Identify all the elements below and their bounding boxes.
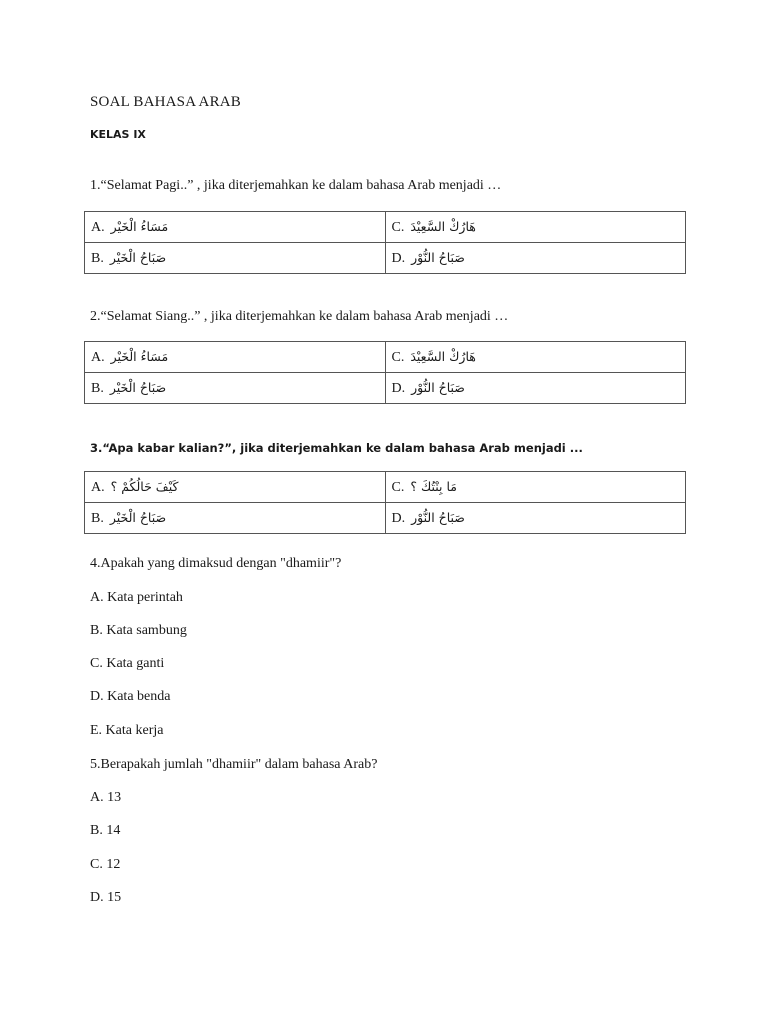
option-letter: D. xyxy=(391,380,406,396)
question-3-text: 3.“Apa kabar kalian?”, jika diterjemahkan ke dalam bahasa Arab menjadi ... xyxy=(90,441,583,455)
class-label: KELAS IX xyxy=(90,128,146,141)
document-title: SOAL BAHASA ARAB xyxy=(90,94,242,110)
q4-choice-e: E. Kata kerja xyxy=(90,723,164,738)
q5-choice-d: D. 15 xyxy=(90,890,122,905)
q2-option-d xyxy=(385,373,686,404)
option-arabic: مَسَاءُ الْخَيْر xyxy=(110,218,169,234)
option-letter: D. xyxy=(391,250,406,266)
q1-option-a xyxy=(85,212,386,243)
question-1-text: 1.“Selamat Pagi..” , jika diterjemahkan ke dalam bahasa Arab menjadi … xyxy=(90,178,502,193)
option-letter: B. xyxy=(91,510,104,526)
option-letter: C. xyxy=(391,219,405,235)
q3-option-b xyxy=(85,503,386,534)
q1-option-b xyxy=(85,243,386,274)
option-arabic: كَيْفَ حَالُكُمْ ؟ xyxy=(110,478,179,494)
q2-option-b xyxy=(85,373,386,404)
q5-choice-a: A. 13 xyxy=(90,790,122,805)
option-letter: A. xyxy=(91,479,105,495)
q4-choice-b: B. Kata sambung xyxy=(90,623,187,638)
q3-option-a xyxy=(85,472,386,503)
option-arabic: مَا بِنْتُكَ ؟ xyxy=(410,478,457,494)
q2-option-c xyxy=(385,342,686,373)
option-arabic: هَارُكْ السَّعِيْدَ xyxy=(410,218,476,234)
q5-choice-b: B. 14 xyxy=(90,823,121,838)
option-arabic: صَبَاحُ النُّوْر xyxy=(411,249,465,265)
question-4-text: 4.Apakah yang dimaksud dengan "dhamiir"? xyxy=(90,556,342,571)
question-5-text: 5.Berapakah jumlah "dhamiir" dalam bahasa Arab? xyxy=(90,757,378,772)
option-arabic: هَارُكْ السَّعِيْدَ xyxy=(410,348,476,364)
q3-option-d xyxy=(385,503,686,534)
option-letter: B. xyxy=(91,250,104,266)
q3-option-c xyxy=(385,472,686,503)
option-arabic: صَبَاحُ الْخَيْر xyxy=(109,379,167,395)
q1-option-d xyxy=(385,243,686,274)
q4-choice-d: D. Kata benda xyxy=(90,689,171,704)
option-arabic: صَبَاحُ الْخَيْر xyxy=(109,509,167,525)
option-arabic: صَبَاحُ النُّوْر xyxy=(411,379,465,395)
q4-choice-a: A. Kata perintah xyxy=(90,590,183,605)
q2-option-a xyxy=(85,342,386,373)
option-letter: C. xyxy=(391,349,405,365)
question-1-options-table xyxy=(84,211,686,274)
q4-choice-c: C. Kata ganti xyxy=(90,656,165,671)
option-letter: D. xyxy=(391,510,406,526)
q5-choice-c: C. 12 xyxy=(90,857,121,872)
option-arabic: صَبَاحُ النُّوْر xyxy=(411,509,465,525)
option-letter: B. xyxy=(91,380,104,396)
question-3-options-table xyxy=(84,471,686,534)
question-2-text: 2.“Selamat Siang..” , jika diterjemahkan ke dalam bahasa Arab menjadi … xyxy=(90,309,509,324)
option-arabic: صَبَاحُ الْخَيْر xyxy=(109,249,167,265)
option-arabic: مَسَاءُ الْخَيْر xyxy=(110,348,169,364)
question-2-options-table xyxy=(84,341,686,404)
option-letter: C. xyxy=(391,479,405,495)
q1-option-c xyxy=(385,212,686,243)
option-letter: A. xyxy=(91,219,105,235)
option-letter: A. xyxy=(91,349,105,365)
